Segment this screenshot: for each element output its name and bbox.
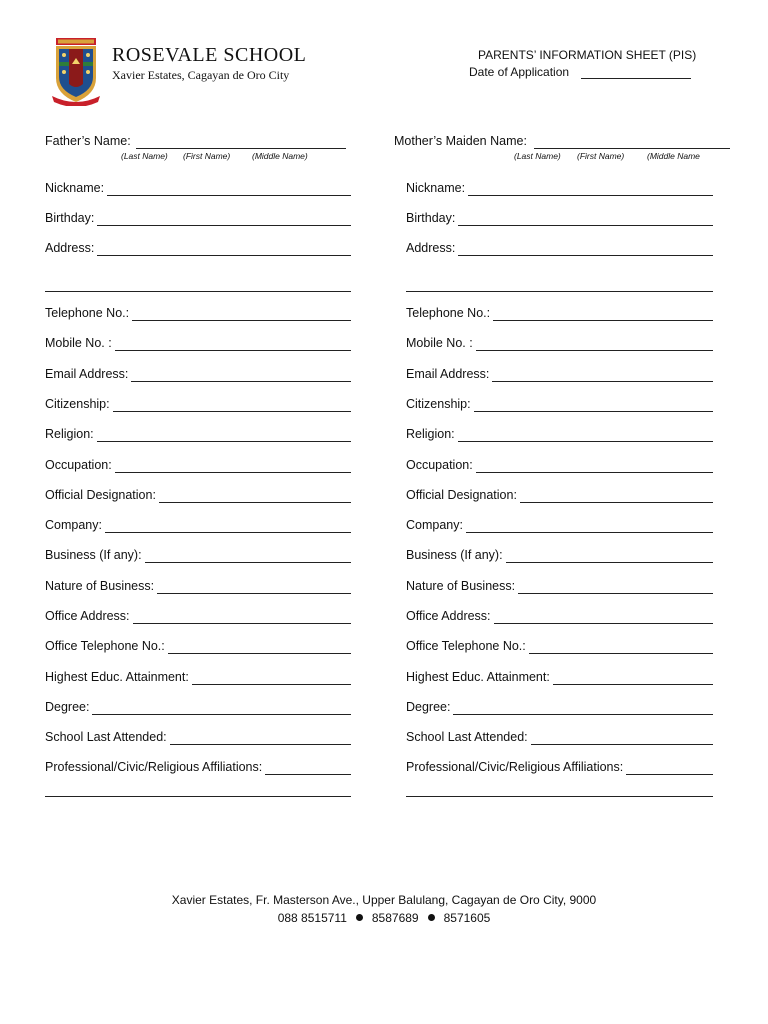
mother-field-line[interactable] [458, 225, 713, 226]
father-telephone-label: Telephone No.: [45, 306, 130, 320]
mother-business-label: Business (If any): [406, 548, 503, 562]
mother-nature-of-business-label: Nature of Business: [406, 579, 516, 593]
mother-company-label: Company: [406, 518, 463, 532]
footer-phone-1: 088 8515711 [277, 911, 347, 925]
mother-degree-label: Degree: [406, 700, 451, 714]
father-occupation-label: Occupation: [45, 458, 112, 472]
mother-official-designation-label: Official Designation: [406, 488, 517, 502]
mother-birthday-label: Birthday: [406, 211, 456, 225]
father-last-name-hint: (Last Name) [121, 151, 168, 161]
father-email-label: Email Address: [45, 367, 129, 381]
school-address: Xavier Estates, Cagayan de Oro City [112, 68, 290, 82]
mother-affiliations-label: Professional/Civic/Religious Affiliations: [406, 760, 624, 774]
father-business-label: Business (If any): [45, 548, 142, 562]
mother-religion-label: Religion: [406, 427, 455, 441]
father-field-line[interactable] [97, 255, 351, 256]
father-field-line[interactable] [113, 411, 351, 412]
mother-field-line[interactable] [466, 532, 713, 533]
father-field-line[interactable] [92, 714, 351, 715]
father-field-line[interactable] [115, 472, 351, 473]
mother-first-name-hint: (First Name) [577, 151, 625, 161]
father-field-line[interactable] [159, 502, 351, 503]
mother-field-line[interactable] [476, 350, 713, 351]
father-citizenship-label: Citizenship: [45, 397, 110, 411]
mother-field-line[interactable] [468, 195, 713, 196]
bullet-icon [428, 914, 435, 921]
father-affiliations-label: Professional/Civic/Religious Affiliations: [45, 760, 263, 774]
father-extra-line[interactable] [45, 291, 351, 292]
mother-name-label: Mother’s Maiden Name: [394, 134, 527, 148]
school-crest-logo [50, 36, 102, 106]
father-field-line[interactable] [132, 320, 351, 321]
mother-field-line[interactable] [553, 684, 713, 685]
father-field-line[interactable] [105, 532, 351, 533]
mother-school-last-attended-label: School Last Attended: [406, 730, 528, 744]
father-field-line[interactable] [168, 653, 351, 654]
mother-name-line[interactable] [534, 148, 730, 149]
school-name: ROSEVALE SCHOOL [112, 44, 307, 66]
father-extra-line[interactable] [45, 796, 351, 797]
mother-telephone-label: Telephone No.: [406, 306, 491, 320]
father-highest-educ-label: Highest Educ. Attainment: [45, 670, 189, 684]
mother-email-label: Email Address: [406, 367, 490, 381]
form-title: PARENTS’ INFORMATION SHEET (PIS) [478, 48, 697, 62]
father-field-line[interactable] [145, 562, 351, 563]
father-nature-of-business-label: Nature of Business: [45, 579, 155, 593]
footer-address: Xavier Estates, Fr. Masterson Ave., Upper Balulang, Cagayan de Oro City, 9000 [171, 893, 597, 907]
father-official-designation-label: Official Designation: [45, 488, 156, 502]
father-field-line[interactable] [133, 623, 351, 624]
mother-highest-educ-label: Highest Educ. Attainment: [406, 670, 550, 684]
father-field-line[interactable] [97, 441, 351, 442]
father-name-label: Father’s Name: [45, 134, 131, 148]
mother-field-line[interactable] [520, 502, 713, 503]
mother-field-line[interactable] [453, 714, 713, 715]
bullet-icon [356, 914, 363, 921]
father-religion-label: Religion: [45, 427, 94, 441]
father-middle-name-hint: (Middle Name) [252, 151, 308, 161]
mother-field-line[interactable] [458, 441, 713, 442]
father-field-line[interactable] [157, 593, 351, 594]
mother-extra-line[interactable] [406, 796, 713, 797]
father-birthday-label: Birthday: [45, 211, 95, 225]
father-field-line[interactable] [192, 684, 351, 685]
mother-field-line[interactable] [474, 411, 713, 412]
mother-field-line[interactable] [626, 774, 713, 775]
mother-field-line[interactable] [529, 653, 713, 654]
father-first-name-hint: (First Name) [183, 151, 231, 161]
father-field-line[interactable] [131, 381, 351, 382]
father-field-line[interactable] [170, 744, 351, 745]
father-office-telephone-label: Office Telephone No.: [45, 639, 165, 653]
mother-extra-line[interactable] [406, 291, 713, 292]
mother-field-line[interactable] [518, 593, 713, 594]
mother-last-name-hint: (Last Name) [514, 151, 561, 161]
mother-citizenship-label: Citizenship: [406, 397, 471, 411]
mother-office-telephone-label: Office Telephone No.: [406, 639, 526, 653]
footer-phones [0, 911, 768, 925]
mother-mobile-label: Mobile No. : [406, 336, 473, 350]
mother-field-line[interactable] [493, 320, 713, 321]
mother-nickname-label: Nickname: [406, 181, 466, 195]
footer-phone-3: 8571605 [443, 911, 491, 925]
father-field-line[interactable] [107, 195, 351, 196]
father-degree-label: Degree: [45, 700, 90, 714]
father-mobile-label: Mobile No. : [45, 336, 112, 350]
mother-field-line[interactable] [506, 562, 713, 563]
mother-middle-name-hint: (Middle Name [647, 151, 700, 161]
mother-field-line[interactable] [494, 623, 713, 624]
father-school-last-attended-label: School Last Attended: [45, 730, 167, 744]
mother-field-line[interactable] [492, 381, 713, 382]
footer-phone-2: 8587689 [371, 911, 419, 925]
father-address-label: Address: [45, 241, 95, 255]
mother-office-address-label: Office Address: [406, 609, 491, 623]
father-name-line[interactable] [136, 148, 346, 149]
father-field-line[interactable] [265, 774, 351, 775]
date-of-application-label: Date of Application [469, 65, 570, 79]
father-field-line[interactable] [97, 225, 351, 226]
mother-address-label: Address: [406, 241, 456, 255]
mother-occupation-label: Occupation: [406, 458, 473, 472]
father-office-address-label: Office Address: [45, 609, 130, 623]
father-company-label: Company: [45, 518, 102, 532]
mother-field-line[interactable] [476, 472, 713, 473]
father-nickname-label: Nickname: [45, 181, 105, 195]
mother-field-line[interactable] [458, 255, 713, 256]
father-field-line[interactable] [115, 350, 351, 351]
date-of-application-line[interactable] [581, 78, 691, 79]
mother-field-line[interactable] [531, 744, 713, 745]
